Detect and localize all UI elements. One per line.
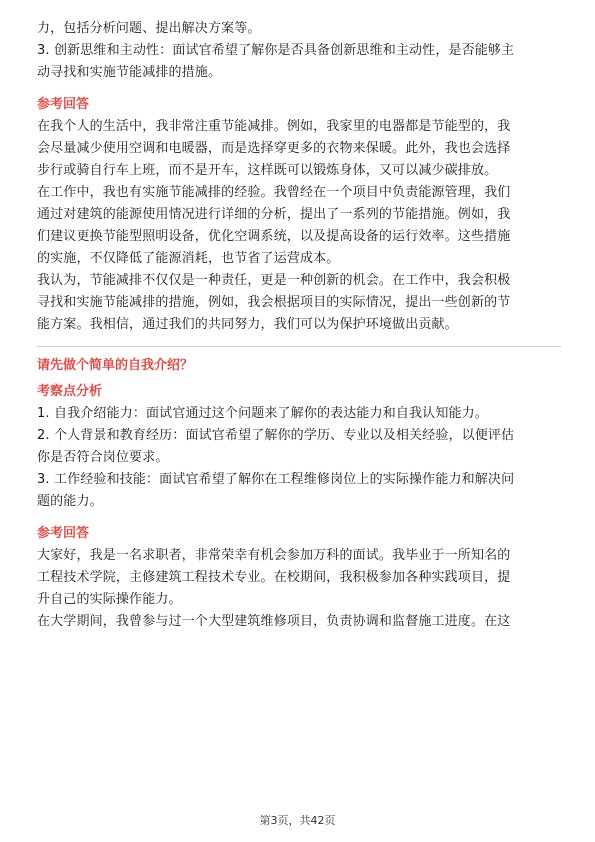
answer-paragraph [37,182,561,270]
text-line: 在大学期间，我曾参与过一个大型建筑维修项目，负责协调和监督施工进度。在这 [37,614,511,629]
text-line: 能方案。我相信，通过我们的共同努力，我们可以为保护环境做出贡献。 [37,317,458,332]
text-line: 步行或骑自行车上班，而不是开车，这样既可以锻炼身体，又可以减少碳排放。 [37,163,498,178]
text-line: 们建议更换节能型照明设备，优化空调系统，以及提高设备的运行效率。这些措施 [37,229,511,244]
text-line: 动寻找和实施节能减排的措施。 [37,65,222,80]
text-line: 力，包括分析问题、提出解决方案等。 [37,21,261,36]
text-line: 2. 个人背景和教育经历：面试官希望了解你的学历、专业以及相关经验，以便评估 [37,428,515,443]
previous-analysis-continuation [37,18,561,84]
analysis-label: 考察点分析 [37,384,103,399]
text-line: 大家好，我是一名求职者，非常荣幸有机会参加万科的面试。我毕业于一所知名的 [37,548,511,563]
answer-paragraph [37,116,561,182]
answer-paragraph [37,611,561,633]
text-line: 1. 自我介绍能力：面试官通过这个问题来了解你的表达能力和自我认知能力。 [37,406,488,421]
reference-answer-2 [37,545,561,633]
reference-answer-label: 参考回答 [37,97,90,112]
text-line: 在工作中，我也有实施节能减排的经验。我曾经在一个项目中负责能源管理，我们 [37,185,511,200]
text-line: 寻找和实施节能减排的措施，例如，我会根据项目的实际情况，提出一些创新的节 [37,295,511,310]
reference-answer-label: 参考回答 [37,526,90,541]
text-line: 3. 工作经验和技能：面试官希望了解你在工程维修岗位上的实际操作能力和解决问 [37,472,515,487]
text-line: 在我个人的生活中，我非常注重节能减排。例如，我家里的电器都是节能型的，我 [37,119,511,134]
question-title: 请先做个简单的自我介绍？ [37,358,194,373]
text-line: 升自己的实际操作能力。 [37,592,182,607]
answer-paragraph [37,270,561,336]
page-number: 第3页，共42页 [259,814,336,827]
text-line: 会尽量减少使用空调和电暖器，而是选择穿更多的衣物来保暖。此外，我也会选择 [37,141,511,156]
analysis-list [37,403,561,513]
reference-answer-1 [37,116,561,336]
text-line: 通过对建筑的能源使用情况进行详细的分析，提出了一系列的节能措施。例如，我 [37,207,511,222]
text-line: 的实施，不仅降低了能源消耗，也节省了运营成本。 [37,251,340,266]
analysis-item [37,469,561,513]
analysis-item [37,425,561,469]
text-line: 3. 创新思维和主动性：面试官希望了解你是否具备创新思维和主动性，是否能够主 [37,43,515,58]
section-divider [37,346,561,347]
answer-paragraph [37,545,561,611]
text-line: 题的能力。 [37,494,103,509]
text-line: 我认为，节能减排不仅仅是一种责任，更是一种创新的机会。在工作中，我会积极 [37,273,511,288]
text-line: 工程技术学院，主修建筑工程技术专业。在校期间，我积极参加各种实践项目，提 [37,570,511,585]
analysis-item [37,403,561,425]
page-content [37,18,561,633]
text-line: 你是否符合岗位要求。 [37,450,169,465]
